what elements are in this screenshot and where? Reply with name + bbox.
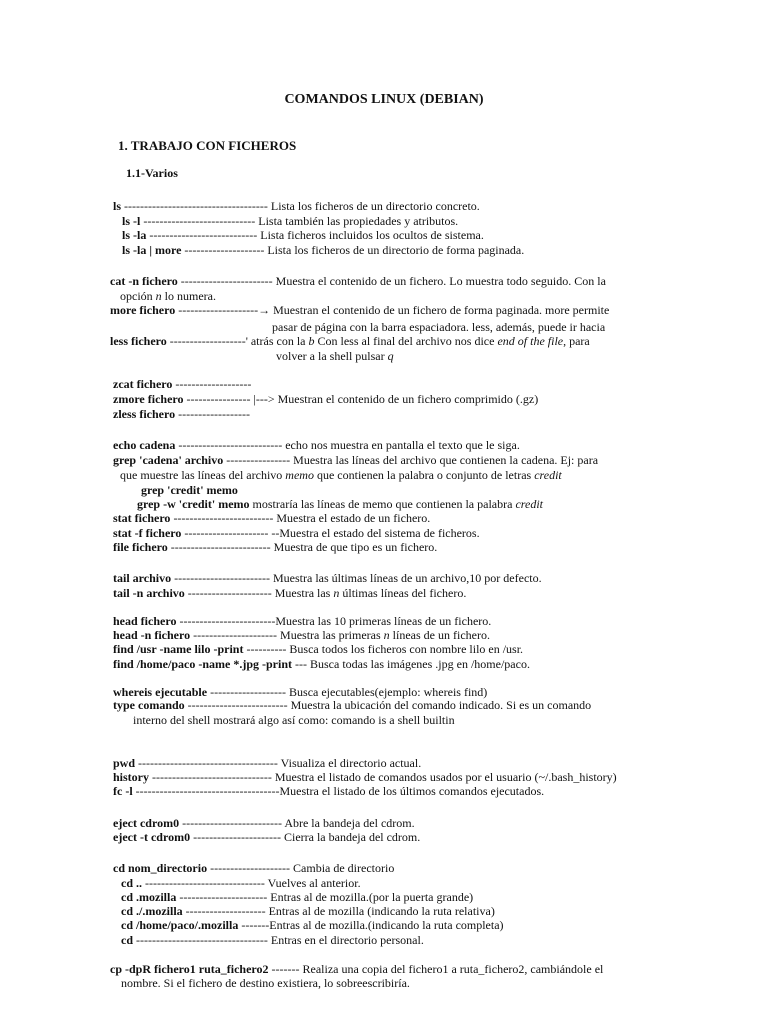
emphasis-text: memo [285, 468, 314, 482]
command-name: ls -la | more [122, 243, 182, 257]
command-line [113, 571, 542, 585]
command-name: cd nom_directorio [113, 861, 208, 875]
command-line [113, 698, 591, 712]
description-text: ---------------- |---> Muestran el contenido de un fichero comprimido (.gz) [183, 392, 539, 406]
description-text: ----------------------- Muestra el contenido de un fichero. Lo muestra todo seguido. Con la [177, 274, 606, 288]
command-line [122, 228, 484, 242]
command-name: head fichero [113, 614, 177, 628]
description-text: ---------------------- Cierra la bandeja del cdrom. [190, 830, 421, 844]
command-name: fc -l [113, 784, 133, 798]
command-line [122, 243, 524, 257]
command-name: tail archivo [113, 571, 172, 585]
command-name: tail -n archivo [113, 586, 185, 600]
command-name: ls -la [122, 228, 147, 242]
command-line [133, 713, 455, 727]
command-name: zmore fichero [113, 392, 184, 406]
description-text: Con less al final del archivo nos dice [314, 334, 498, 348]
command-line [113, 830, 420, 844]
subsection-heading: 1.1-Varios [126, 166, 178, 180]
command-name: history [113, 770, 149, 784]
description-text: opción [120, 289, 156, 303]
description-text: ------------------------------------Muestra el listado de los últimos comandos ejecutados. [132, 784, 545, 798]
description-text: -------------------- Cambia de directorio [207, 861, 395, 875]
command-line [276, 349, 394, 363]
description-text: ---------------- Muestra las líneas del archivo que contienen la cadena. Ej: para [223, 453, 599, 467]
description-text: ------- Realiza una copia del fichero1 a ruta_fichero2, cambiándole el [268, 962, 604, 976]
command-name: whereis ejecutable [113, 685, 208, 699]
command-line [110, 274, 606, 288]
description-text: que muestre las líneas del archivo [120, 468, 286, 482]
description-text: ------------------------- Muestra la ubicación del comando indicado. Si es un comando [184, 698, 592, 712]
command-line [113, 770, 617, 784]
description-text: ---------------------- Entras al de mozilla.(por la puerta grande) [176, 890, 474, 904]
description-text: ------------------------ Muestra las últimas líneas de un archivo,10 por defecto. [171, 571, 542, 585]
description-text: -------Entras al de mozilla.(indicando la ruta completa) [238, 918, 504, 932]
description-text: últimas líneas del fichero. [339, 586, 467, 600]
description-text: --- Busca todas las imágenes .jpg en /home/paco. [292, 657, 530, 671]
description-text: , para [563, 334, 590, 348]
command-line [121, 904, 495, 918]
description-text: -------------------- Lista los ficheros de un directorio de forma paginada. [181, 243, 525, 257]
command-line [113, 685, 487, 699]
command-name: stat -f fichero [113, 526, 182, 540]
command-line [113, 816, 415, 830]
command-name: cd ./.mozilla [121, 904, 183, 918]
command-name: cat -n fichero [110, 274, 178, 288]
command-line [122, 214, 458, 228]
command-name: zless fichero [113, 407, 176, 421]
command-line [113, 586, 466, 600]
command-name: eject -t cdrom0 [113, 830, 191, 844]
description-text: ------------------- [172, 377, 252, 391]
command-name: file fichero [113, 540, 168, 554]
command-line [113, 784, 544, 798]
command-name: zcat fichero [113, 377, 173, 391]
command-name: stat fichero [113, 511, 171, 525]
document-title: COMANDOS LINUX (DEBIAN) [284, 92, 484, 107]
description-text: ---------------------------- Lista también las propiedades y atributos. [140, 214, 459, 228]
description-text: ----------------------------------- Visualiza el directorio actual. [135, 756, 422, 770]
description-text: ---------- Busca todos los ficheros con nombre lilo en /usr. [243, 642, 524, 656]
command-line [113, 511, 430, 525]
command-line [110, 962, 603, 976]
command-line [272, 320, 605, 334]
command-name: grep -w 'credit' memo [137, 497, 250, 511]
command-line [113, 756, 421, 770]
command-line [113, 642, 523, 656]
description-text: pasar de página con la barra espaciadora. less, además, puede ir hacia [272, 320, 606, 334]
command-name: less fichero [110, 334, 167, 348]
command-name: grep 'credit' memo [141, 483, 238, 497]
command-name: more fichero [110, 303, 176, 317]
emphasis-text: n [155, 289, 162, 303]
command-line [113, 199, 480, 213]
command-line [113, 377, 251, 391]
command-name: grep 'cadena' archivo [113, 453, 224, 467]
command-line [141, 483, 238, 497]
command-name: cd .mozilla [121, 890, 177, 904]
command-line [113, 614, 491, 628]
description-text: ------------------------- Muestra el estado de un fichero. [170, 511, 431, 525]
description-text: volver a la shell pulsar [276, 349, 388, 363]
command-name: head -n fichero [113, 628, 191, 642]
description-text: --------------------- Muestra las [184, 586, 334, 600]
command-line [120, 289, 216, 303]
description-text: --------------------------------- Entras en el directorio personal. [133, 933, 424, 947]
command-line [121, 876, 361, 890]
command-line [137, 497, 543, 511]
command-line [113, 628, 490, 642]
description-text: ------------------ [175, 407, 251, 421]
command-line [121, 890, 473, 904]
description-text: que contienen la palabra o conjunto de letras [313, 468, 535, 482]
command-name: echo cadena [113, 438, 176, 452]
command-line [121, 976, 410, 990]
description-text: --------------------→ Muestran el contenido de un fichero de forma paginada. more permite [175, 303, 610, 317]
command-line [110, 303, 609, 317]
command-line [110, 334, 590, 348]
command-name: cp -dpR fichero1 ruta_fichero2 [110, 962, 269, 976]
command-name: ls [113, 199, 122, 213]
command-name: cd /home/paco/.mozilla [121, 918, 239, 932]
command-line [113, 526, 480, 540]
emphasis-text: n [383, 628, 390, 642]
emphasis-text: credit [515, 497, 543, 511]
description-text: interno del shell mostrará algo así como: comando is a shell builtin [133, 713, 455, 727]
description-text: --------------------------- Lista ficheros incluidos los ocultos de sistema. [146, 228, 484, 242]
emphasis-text: credit [534, 468, 562, 482]
description-text: ------------------------- Muestra de que tipo es un fichero. [167, 540, 438, 554]
description-text: --------------------- --Muestra el estado del sistema de ficheros. [181, 526, 480, 540]
emphasis-text: b [308, 334, 315, 348]
command-line [121, 933, 424, 947]
section-heading: 1. TRABAJO CON FICHEROS [118, 138, 297, 153]
command-name: pwd [113, 756, 136, 770]
emphasis-text: n [333, 586, 340, 600]
command-line [113, 438, 520, 452]
description-text: -------------------' atrás con la [166, 334, 309, 348]
command-name: cd [121, 933, 133, 947]
command-name: type comando [113, 698, 185, 712]
description-text: mostraría las líneas de memo que contienen la palabra [249, 497, 516, 511]
description-text: ------------------------Muestra las 10 primeras líneas de un fichero. [176, 614, 492, 628]
emphasis-text: q [387, 349, 394, 363]
command-line [113, 453, 598, 467]
command-line [121, 918, 504, 932]
command-name: ls -l [122, 214, 141, 228]
description-text: lo numera. [161, 289, 216, 303]
description-text: ------------------------- Abre la bandeja del cdrom. [179, 816, 415, 830]
description-text: --------------------- Muestra las primeras [190, 628, 384, 642]
command-line [113, 540, 437, 554]
command-name: find /home/paco -name *.jpg -print [113, 657, 293, 671]
command-line [120, 468, 562, 482]
description-text: nombre. Si el fichero de destino existiera, lo sobreescribiría. [121, 976, 410, 990]
command-name: cd .. [121, 876, 142, 890]
description-text: ------------------------------ Vuelves al anterior. [142, 876, 361, 890]
description-text: ------------------- Busca ejecutables(ejemplo: whereis find) [207, 685, 488, 699]
description-text: -------------------------- echo nos muestra en pantalla el texto que le siga. [175, 438, 520, 452]
description-text: ------------------------------ Muestra el listado de comandos usados por el usuario (~/.bash_history) [149, 770, 617, 784]
command-line [113, 407, 250, 421]
description-text: líneas de un fichero. [389, 628, 490, 642]
command-line [113, 657, 530, 671]
emphasis-text: end of the file [497, 334, 564, 348]
command-name: eject cdrom0 [113, 816, 180, 830]
command-line [113, 392, 538, 406]
description-text: ------------------------------------ Lista los ficheros de un directorio concreto. [121, 199, 480, 213]
command-name: find /usr -name lilo -print [113, 642, 244, 656]
command-line [113, 861, 394, 875]
description-text: -------------------- Entras al de mozilla (indicando la ruta relativa) [182, 904, 495, 918]
